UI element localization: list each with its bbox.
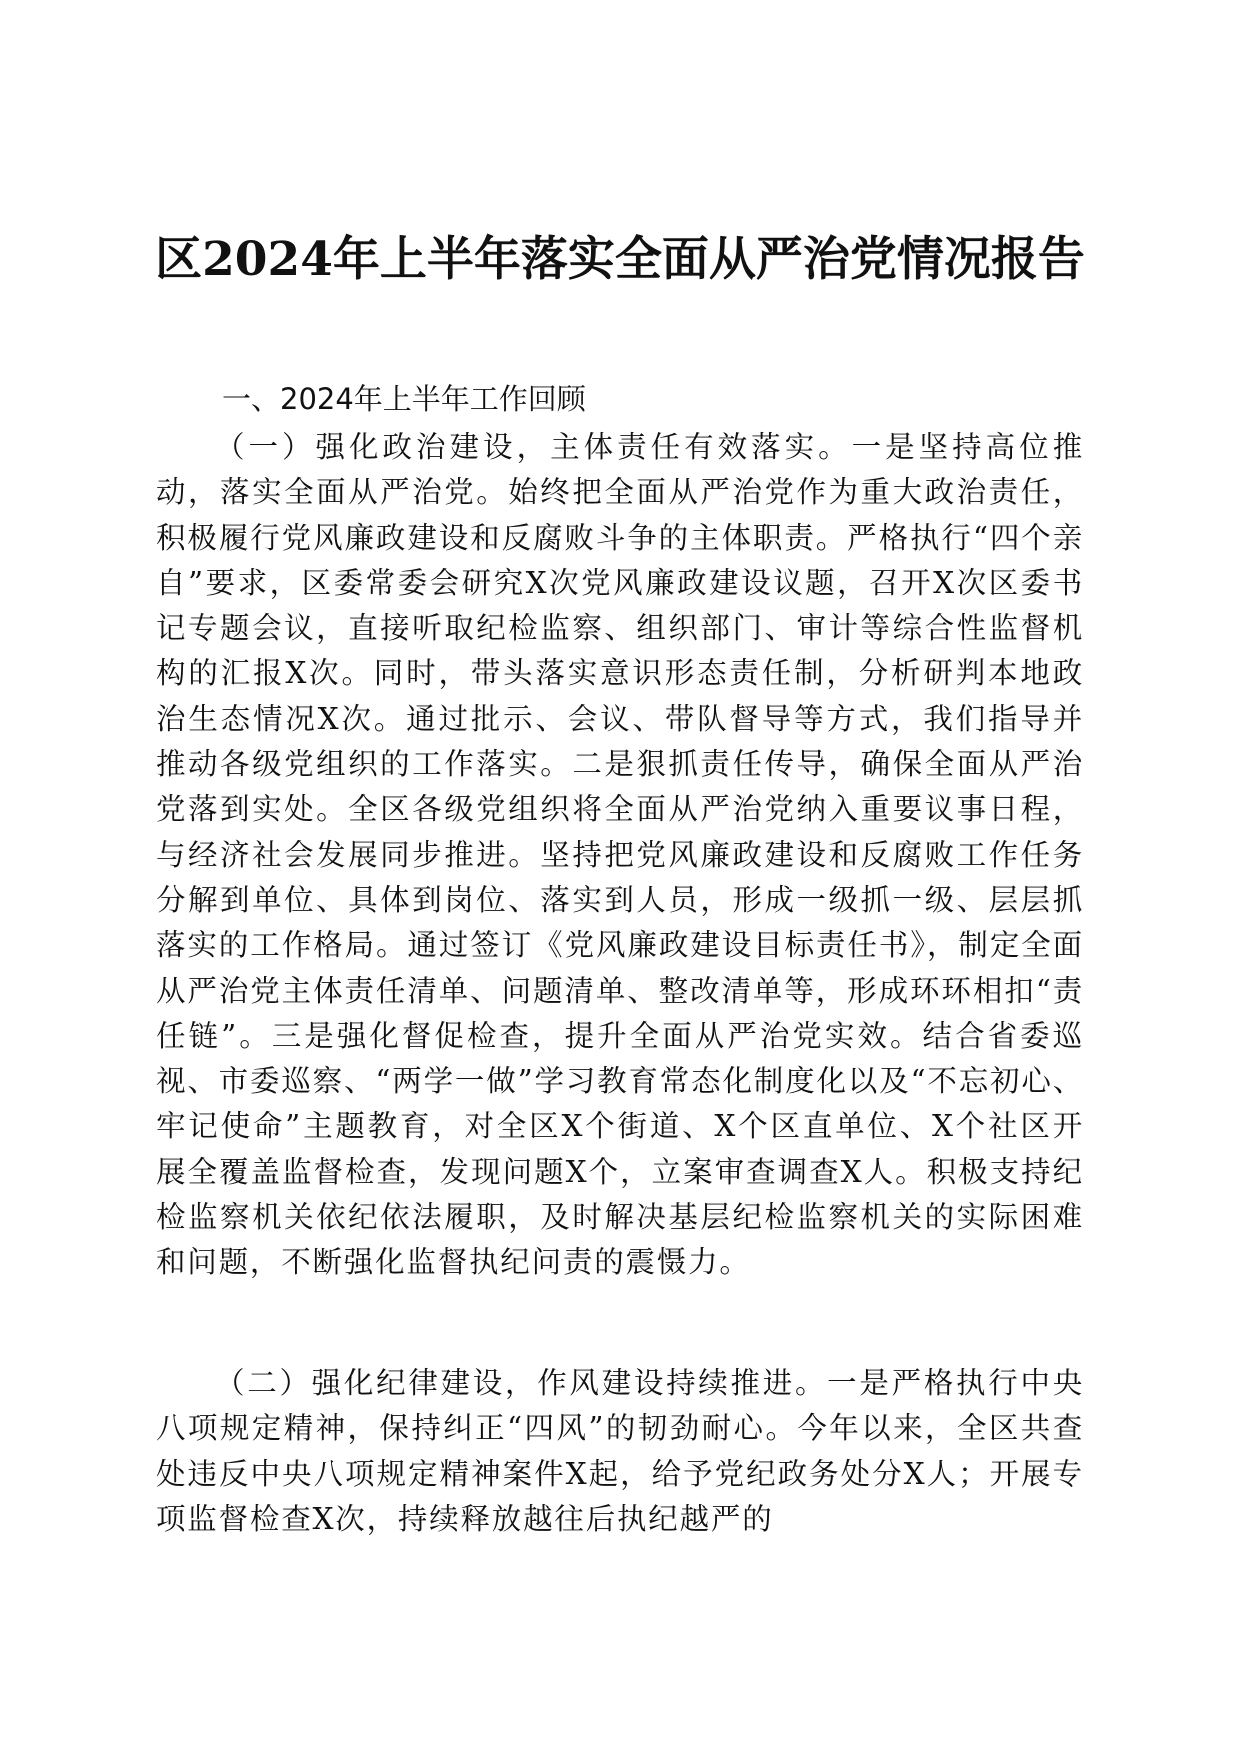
paragraph-political-construction: （一）强化政治建设，主体责任有效落实。一是坚持高位推动，落实全面从严治党。始终把全面从严治党作为重大政治责任，积极履行党风廉政建设和反腐败斗争的主体职责。严格执行“四个亲自”要求，区委常委会研究X次党风廉政建设议题，召开X次区委书记专题会议，直接听取纪检监察、组织部门、审计等综合性监督机构的汇报X次。同时，带头落实意识形态责任制，分析研判本地政治生态情况X次。通过批示、会议、带队督导等方式，我们指导并推动各级党组织的工作落实。二是狠抓责任传导，确保全面从严治党落到实处。全区各级党组织将全面从严治党纳入重要议事日程，与经济社会发展同步推进。坚持把党风廉政建设和反腐败工作任务分解到单位、具体到岗位、落实到人员，形成一级抓一级、层层抓落实的工作格局。通过签订《党风廉政建设目标责任书》，制定全面从严治党主体责任清单、问题清单、整改清单等，形成环环相扣“责任链”。三是强化督促检查，提升全面从严治党实效。结合省委巡视、市委巡察、“两学一做”学习教育常态化制度化以及“不忘初心、牢记使命”主题教育，对全区X个街道、X个区直单位、X个社区开展全覆盖监督检查，发现问题X个，立案审查调查X人。积极支持纪检监察机关依纪依法履职，及时解决基层纪检监察机关的实际困难和问题，不断强化监督执纪问责的震慑力。 [156, 430, 1084, 1280]
paragraph-discipline-construction: （二）强化纪律建设，作风建设持续推进。一是严格执行中央八项规定精神，保持纠正“四风”的韧劲耐心。今年以来，全区共查处违反中央八项规定精神案件X起，给予党纪政务处分X人；开展专项监督检查X次，持续释放越往后执纪越严的 [156, 1366, 1084, 1536]
document-title: 区2024年上半年落实全面从严治党情况报告 [155, 232, 1085, 287]
section-heading-work-review: 一、2024年上半年工作回顾 [222, 382, 586, 416]
